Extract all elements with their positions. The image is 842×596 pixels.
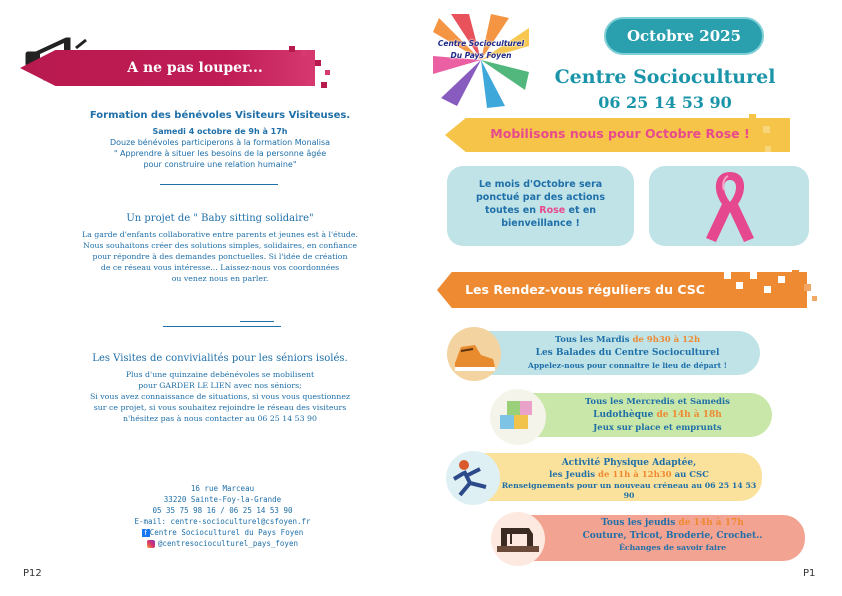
activity-text: Tous les Mardis de 9h30 à 12h Les Balades du Centre Socioculturel Appelez-nous pour connaitre le lieu de départ ! xyxy=(528,335,727,370)
divider xyxy=(163,326,281,327)
left-banner-label: A ne pas louper... xyxy=(127,60,263,76)
activity-text: Tous les Mercredis et Samedis Ludothèque de 14h à 18h Jeux sur place et emprunts xyxy=(585,397,730,433)
address-line: 33220 Sainte-Foy-la-Grande xyxy=(163,495,282,504)
section3-body xyxy=(52,369,388,424)
october-text: Le mois d'Octobre sera ponctué par des actions toutes en Rose et en bienveillance ! xyxy=(476,179,605,229)
blocks-icon xyxy=(490,389,546,445)
section2-title: Un projet de " Baby sitting solidaire" xyxy=(126,213,314,224)
shoes-icon xyxy=(447,327,501,381)
pink-ribbon-icon xyxy=(700,166,760,244)
address-line: 16 rue Marceau xyxy=(190,484,255,493)
instagram-icon xyxy=(147,540,155,548)
address-block xyxy=(100,483,345,549)
address-line: 05 35 75 98 16 / 06 25 14 53 90 xyxy=(152,506,293,515)
email-line[interactable]: E-mail: centre-socioculturel@csfoyen.fr xyxy=(134,517,311,526)
section2-line: de ce réseau vous intéresse... Laissez-nous vos coordonnées xyxy=(100,263,340,272)
section1-title: Formation des bénévoles Visiteurs Visiteuses. xyxy=(89,110,351,121)
facebook-icon: f xyxy=(142,529,150,537)
sewing-machine-icon xyxy=(491,512,545,566)
divider xyxy=(240,321,274,322)
section3-line: Si vous avez connaissance de situations, si vous vous questionnez xyxy=(89,392,351,401)
section1-line: Douze bénévoles participerons à la formation Monalisa xyxy=(109,138,331,147)
center-title: Centre Socioculturel xyxy=(554,66,776,88)
section3-line: sur ce projet, si vous souhaitez rejoindre le réseau des visiteurs xyxy=(93,403,347,412)
center-phone: 06 25 14 53 90 xyxy=(598,93,732,112)
section1-line: Samedi 4 octobre de 9h à 17h xyxy=(152,127,288,136)
logo-text: Centre Socioculturel Du Pays Foyen xyxy=(437,39,525,60)
orange-banner-label: Les Rendez-vous réguliers du CSC xyxy=(465,282,705,297)
section1-line: " Apprendre à situer les besoins de la personne âgée xyxy=(113,149,327,158)
section2-line: ou venez nous en parler. xyxy=(171,274,269,283)
section1-body xyxy=(60,126,380,170)
facebook-line[interactable]: f Centre Socioculturel du Pays Foyen xyxy=(100,527,345,538)
page-number-right: P1 xyxy=(803,568,816,579)
divider xyxy=(160,184,278,185)
section2-body xyxy=(52,229,388,284)
section2-line: Nous souhaitons créer des solutions simples, solidaires, en confiance xyxy=(83,241,357,250)
exercise-icon xyxy=(446,451,500,505)
section2-line: La garde d'enfants collaborative entre parents et jeunes est à l'étude. xyxy=(81,230,359,239)
activity-text: Tous les jeudis de 14h à 17h Couture, Tricot, Broderie, Crochet.. Échanges de savoir faire xyxy=(582,518,763,552)
section3-line: pour GARDER LE LIEN avec nos séniors; xyxy=(138,381,302,390)
activity-text: Activité Physique Adaptée, les Jeudis de 11h à 12h30 au CSC Renseignements pour un nouveau créneau au 06 25 14 53 90 xyxy=(501,458,757,500)
pink-banner-label: Mobilisons nous pour Octobre Rose ! xyxy=(490,126,750,141)
section2-line: pour répondre à des demandes ponctuelles. Si l'idée de création xyxy=(92,252,348,261)
section3-line: Plus d'une quinzaine debénévoles se mobilisent xyxy=(125,370,315,379)
section1-line: pour construire une relation humaine" xyxy=(143,160,297,169)
month-badge: Octobre 2025 xyxy=(604,17,764,55)
instagram-line[interactable]: @centresocioculturel_pays_foyen xyxy=(100,538,345,549)
page-number-left: P12 xyxy=(23,568,42,579)
section3-line: n'hésitez pas à nous contacter au 06 25 14 53 90 xyxy=(123,414,317,423)
section3-title: Les Visites de convivialités pour les séniors isolés. xyxy=(92,353,348,364)
banner-pixels xyxy=(720,266,820,312)
